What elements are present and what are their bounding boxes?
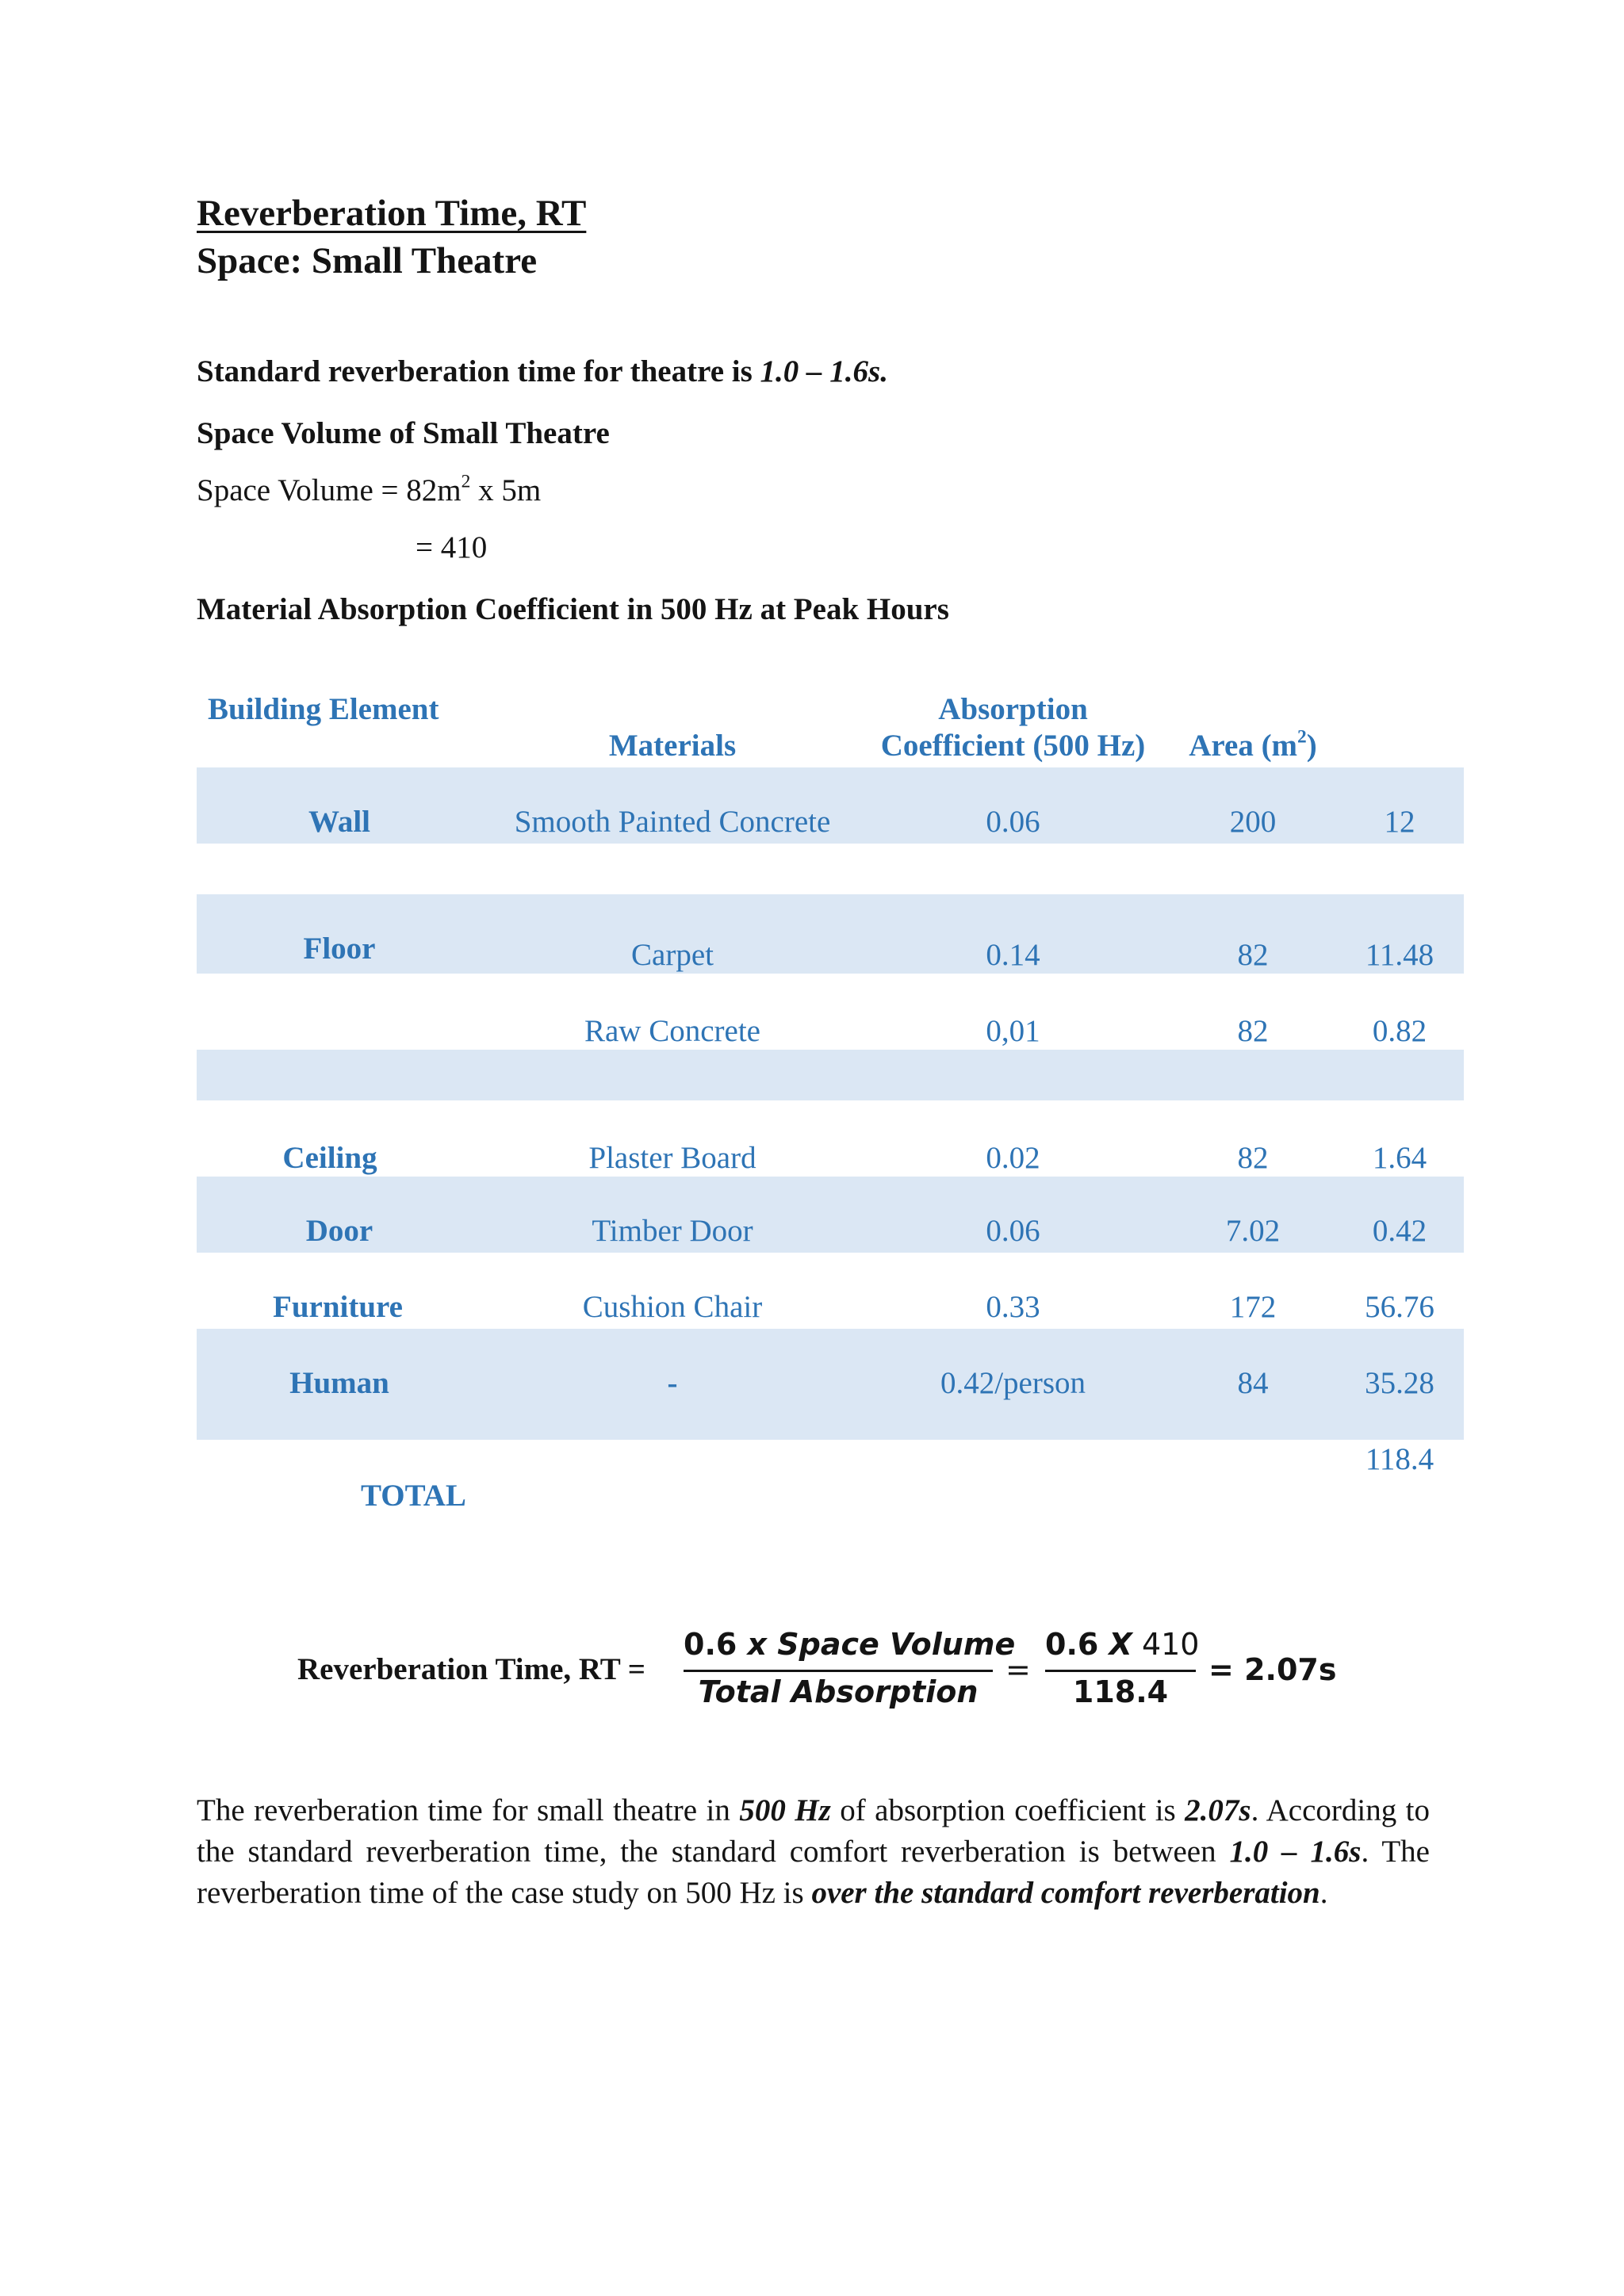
fraction-bar-2 [1045, 1670, 1196, 1672]
row-material: - [667, 1366, 678, 1400]
formula-denominator-1: Total Absorption [698, 1674, 979, 1709]
formula-num2-coef: 0.6 [1045, 1627, 1109, 1662]
row-element: Furniture [273, 1290, 403, 1324]
row-area: 84 [1237, 1366, 1269, 1400]
row-coefficient: 0.02 [986, 1141, 1040, 1175]
row-coefficient: 0.14 [986, 938, 1040, 972]
row-element: Floor [303, 932, 376, 966]
conclusion-standard-range: 1.0 – 1.6s [1229, 1835, 1362, 1869]
row-total: 11.48 [1365, 938, 1434, 972]
page-title: Reverberation Time, RT [197, 193, 587, 234]
header-coefficient [856, 691, 1170, 764]
header-building-element: Building Element [208, 692, 439, 726]
standard-rt-text: Standard reverberation time for theatre is [197, 354, 760, 388]
row-element: Wall [308, 805, 371, 839]
standard-rt-value: 1.0 – 1.6s. [760, 354, 888, 388]
formula-num1-coef: 0.6 [684, 1627, 748, 1662]
formula-numerator-2 [1045, 1627, 1200, 1662]
header-area-sup: 2 [1297, 726, 1307, 748]
row-area: 82 [1237, 1014, 1269, 1048]
coefficient-heading: Material Absorption Coefficient in 500 Hz at Peak Hours [197, 592, 949, 626]
formula-num1-var: x Space Volume [747, 1627, 1016, 1662]
row-material: Plaster Board [588, 1141, 756, 1175]
conclusion-paragraph [197, 1790, 1430, 1914]
conclusion-verdict: over the standard comfort reverberation [811, 1876, 1320, 1910]
total-value: 118.4 [1365, 1442, 1434, 1476]
standard-rt-line [197, 354, 888, 389]
row-material: Smooth Painted Concrete [514, 805, 831, 839]
row-total: 0.82 [1372, 1014, 1427, 1048]
header-area [1170, 728, 1336, 763]
row-coefficient: 0.06 [986, 805, 1040, 839]
row-coefficient: 0.06 [986, 1214, 1040, 1248]
row-material: Raw Concrete [584, 1014, 760, 1048]
row-material: Carpet [631, 938, 714, 972]
header-area-close: ) [1306, 729, 1317, 763]
formula-label: Reverberation Time, RT = [297, 1652, 645, 1686]
row-element: Human [289, 1366, 389, 1400]
row-area: 172 [1229, 1290, 1277, 1324]
formula-num2-x: X [1109, 1627, 1132, 1662]
row-total: 56.76 [1365, 1290, 1434, 1324]
volume-sup: 2 [461, 471, 471, 492]
row-area: 200 [1229, 805, 1277, 839]
conclusion-text-2: of absorption coefficient is [830, 1793, 1185, 1827]
formula-numerator-1 [684, 1627, 1016, 1662]
header-materials: Materials [608, 729, 737, 763]
row-material: Timber Door [592, 1214, 753, 1248]
volume-result: = 410 [416, 530, 488, 564]
total-label: TOTAL [361, 1479, 466, 1513]
volume-heading: Space Volume of Small Theatre [197, 416, 610, 450]
row-material: Cushion Chair [582, 1290, 763, 1324]
conclusion-frequency: 500 Hz [739, 1793, 831, 1827]
formula-denominator-2: 118.4 [1072, 1674, 1169, 1709]
header-coefficient-line2: Coefficient (500 Hz) [880, 729, 1146, 763]
row-total: 0.42 [1372, 1214, 1427, 1248]
row-total: 12 [1384, 805, 1415, 839]
conclusion-text-3: . According to the standard reverberation time, the standard comfort reverberation is between [197, 1793, 1431, 1869]
space-subtitle: Space: Small Theatre [197, 240, 538, 281]
row-area: 82 [1237, 938, 1269, 972]
row-element: Ceiling [282, 1141, 377, 1175]
conclusion-text-4: . The reverberation time of the case study on 500 Hz is [197, 1835, 1430, 1910]
conclusion-text-1: The reverberation time for small theatre in [197, 1793, 740, 1827]
row-area: 7.02 [1225, 1214, 1281, 1248]
volume-equation [197, 473, 541, 508]
row-area: 82 [1237, 1141, 1269, 1175]
header-area-text: Area (m [1189, 729, 1298, 763]
volume-label: Space Volume = 82m [197, 473, 462, 507]
row-coefficient: 0.33 [986, 1290, 1040, 1324]
conclusion-rt-value: 2.07s [1185, 1793, 1251, 1827]
row-coefficient: 0,01 [986, 1014, 1040, 1048]
conclusion-text-5: . [1320, 1876, 1328, 1910]
row-coefficient: 0.42/person [940, 1366, 1086, 1400]
formula-equals-1: = [1005, 1652, 1031, 1687]
header-coefficient-line1: Absorption [938, 692, 1088, 726]
fraction-bar-1 [684, 1670, 993, 1672]
formula-num2-volume: 410 [1132, 1627, 1200, 1662]
formula-result: = 2.07s [1208, 1652, 1337, 1687]
row-element: Door [305, 1214, 373, 1248]
volume-rest: x 5m [470, 473, 542, 507]
row-total: 35.28 [1365, 1366, 1434, 1400]
row-total: 1.64 [1372, 1141, 1427, 1175]
band-spacer [197, 1050, 1464, 1100]
